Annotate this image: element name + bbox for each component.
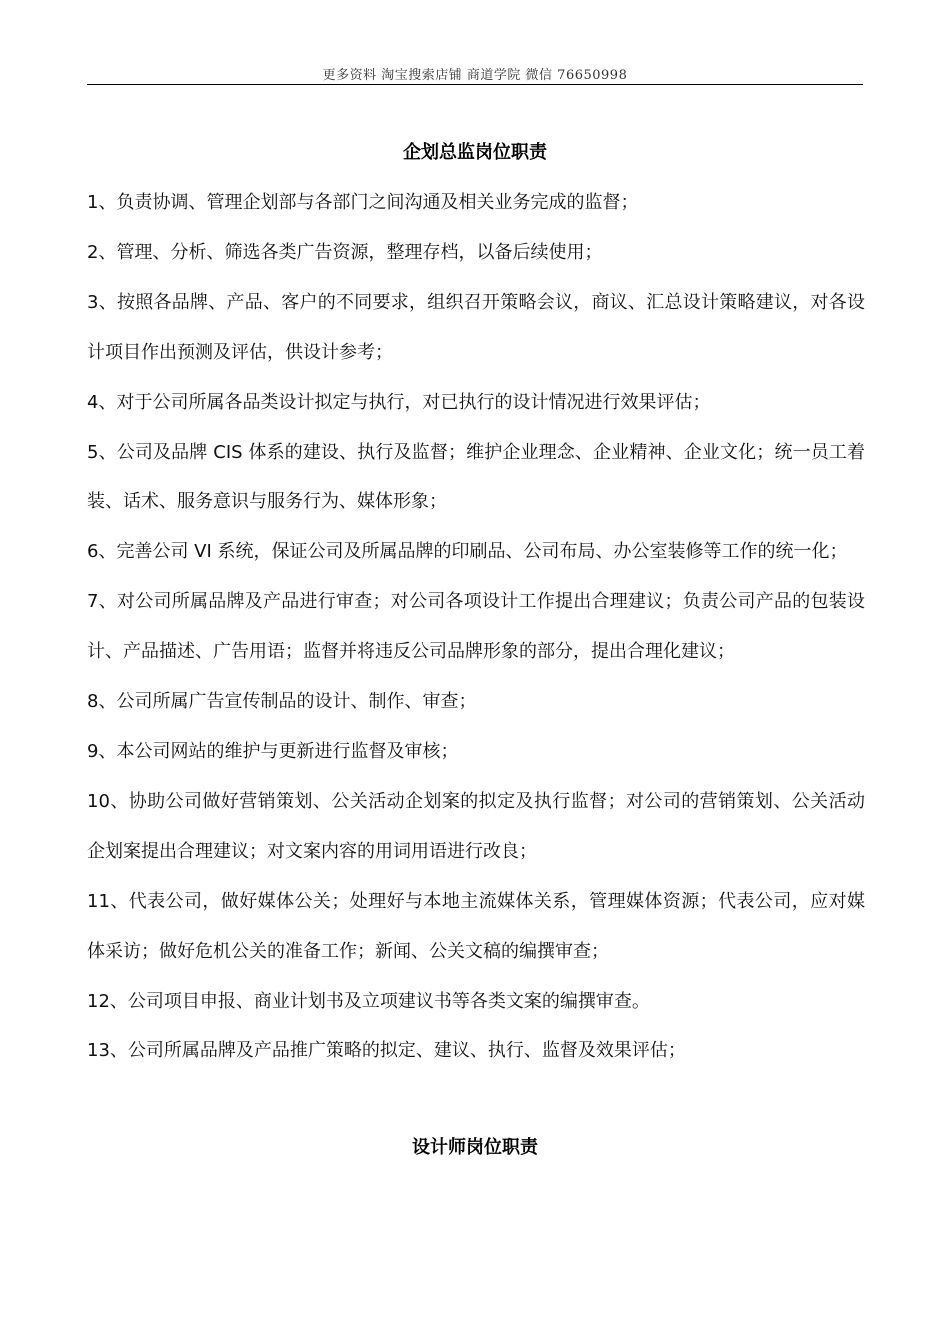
duty-item-9: 9、本公司网站的维护与更新进行监督及审核； [87,740,459,762]
section-title-designer: 设计师岗位职责 [412,1137,538,1158]
duty-item-10: 10、协助公司做好营销策划、公关活动企划案的拟定及执行监督；对公司的营销策划、公关活动企划案提出合理建议；对文案内容的用词用语进行改良； [87,790,865,862]
duty-item-6: 6、完善公司 VI 系统，保证公司及所属品牌的印刷品、公司布局、办公室装修等工作的统一化； [87,541,848,563]
duty-item-4: 4、对于公司所属各品类设计拟定与执行，对已执行的设计情况进行效果评估； [87,391,711,413]
duty-item-11: 11、代表公司，做好媒体公关；处理好与本地主流媒体关系，管理媒体资源；代表公司，应对媒体采访；做好危机公关的准备工作；新闻、公关文稿的编撰审查； [87,890,865,962]
director-duties-list [87,178,865,1076]
duty-item-1: 1、负责协调、管理企划部与各部门之间沟通及相关业务完成的监督； [87,192,639,213]
page-header-text: 更多资料 淘宝搜索店铺 商道学院 微信 76650998 [322,68,628,83]
section-title-director: 企划总监岗位职责 [403,142,547,163]
duty-item-2: 2、管理、分析、筛选各类广告资源，整理存档，以备后续使用； [87,241,603,263]
duty-item-7: 7、对公司所属品牌及产品进行审查；对公司各项设计工作提出合理建议；负责公司产品的包装设计、产品描述、广告用语；监督并将违反公司品牌形象的部分，提出合理化建议； [87,591,865,663]
duty-item-5: 5、公司及品牌 CIS 体系的建设、执行及监督；维护企业理念、企业精神、企业文化；统一员工着装、话术、服务意识与服务行为、媒体形象； [87,441,865,513]
duty-item-12: 12、公司项目申报、商业计划书及立项建议书等各类文案的编撰审查。 [87,990,650,1012]
header-divider [87,84,863,85]
duty-item-8: 8、公司所属广告宣传制品的设计、制作、审查； [87,691,477,713]
duty-item-3: 3、按照各品牌、产品、客户的不同要求，组织召开策略会议，商议、汇总设计策略建议，对各设计项目作出预测及评估，供设计参考； [87,291,865,363]
duty-item-13: 13、公司所属品牌及产品推广策略的拟定、建议、执行、监督及效果评估； [87,1040,686,1062]
